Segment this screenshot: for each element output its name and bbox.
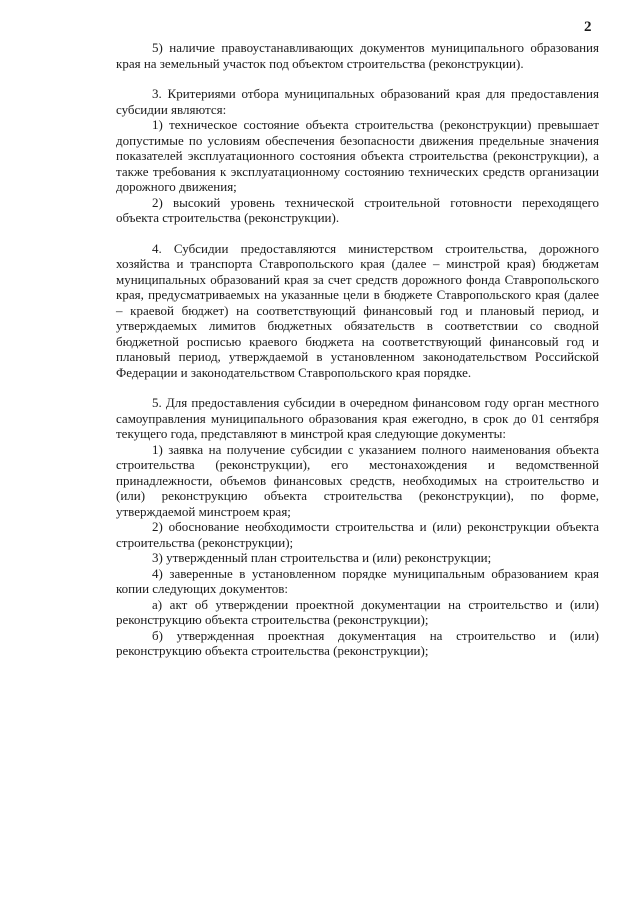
- paragraph-item-5: 5) наличие правоустанавливающих документов муниципального образования края на земельный участок под объектом строительства (реконструкции).: [116, 40, 599, 71]
- paragraph-section-4: 4. Субсидии предоставляются министерством строительства, дорожного хозяйства и транспорта Ставропольского края (далее – минстрой края) бюджетам муниципальных образований края за счет средств дорожного фонда Ставропольского края, предусматриваемых на указанные цели в бюджете Ставропольского края (далее – краевой бюджет) на соответствующий финансовый год и плановый период, и утверждаемых лимитов бюджетных обязательств в соответствии со сводной бюджетной росписью краевого бюджета на соответствующий финансовый год и плановый период, утверждаемой в установленном законодательством Российской Федерации и законодательством Ставропольского края порядке.: [116, 240, 599, 380]
- document-body: [116, 40, 599, 659]
- paragraph-section-5: 5. Для предоставления субсидии в очередном финансовом году орган местного самоуправления муниципального образования края ежегодно, в срок до 01 сентября текущего года, представляют в минстрой края следующие документы:: [116, 395, 599, 441]
- paragraph-document-2: 2) обоснование необходимости строительства и (или) реконструкции объекта строительства (реконструкции);: [116, 519, 599, 550]
- paragraph-gap: [116, 226, 599, 241]
- paragraph-document-3: 3) утвержденный план строительства и (или) реконструкции;: [152, 550, 492, 565]
- paragraph-criterion-2: 2) высокий уровень технической строительной готовности переходящего объекта строительства (реконструкции).: [116, 194, 599, 225]
- paragraph-document-4a: а) акт об утверждении проектной документации на строительство и (или) реконструкцию объекта строительства (реконструкции);: [116, 596, 599, 627]
- page-number: 2: [584, 19, 592, 35]
- paragraph-gap: [116, 380, 599, 395]
- paragraph-gap: [116, 71, 599, 86]
- paragraph-document-1: 1) заявка на получение субсидии с указанием полного наименования объекта строительства (реконструкции), его местонахождения и ведомственной принадлежности, объемов финансовых средств, необходимых на строительство и (или) реконструкцию объекта строительства (реконструкции), по форме, утверждаемой минстроем края;: [116, 441, 599, 519]
- paragraph-document-4b: б) утвержденная проектная документация на строительство и (или) реконструкцию объекта строительства (реконструкции);: [116, 627, 599, 658]
- paragraph-criterion-1: 1) техническое состояние объекта строительства (реконструкции) превышает допустимые по условиям обеспечения безопасности движения предельные значения показателей эксплуатационного состояния объекта строительства (реконструкции), а также требования к эксплуатационному состоянию технических средств организации дорожного движения;: [116, 117, 599, 194]
- paragraph-section-3: 3. Критериями отбора муниципальных образований края для предоставления субсидии являются:: [116, 86, 599, 117]
- paragraph-document-4: 4) заверенные в установленном порядке муниципальным образованием края копии следующих документов:: [116, 565, 599, 596]
